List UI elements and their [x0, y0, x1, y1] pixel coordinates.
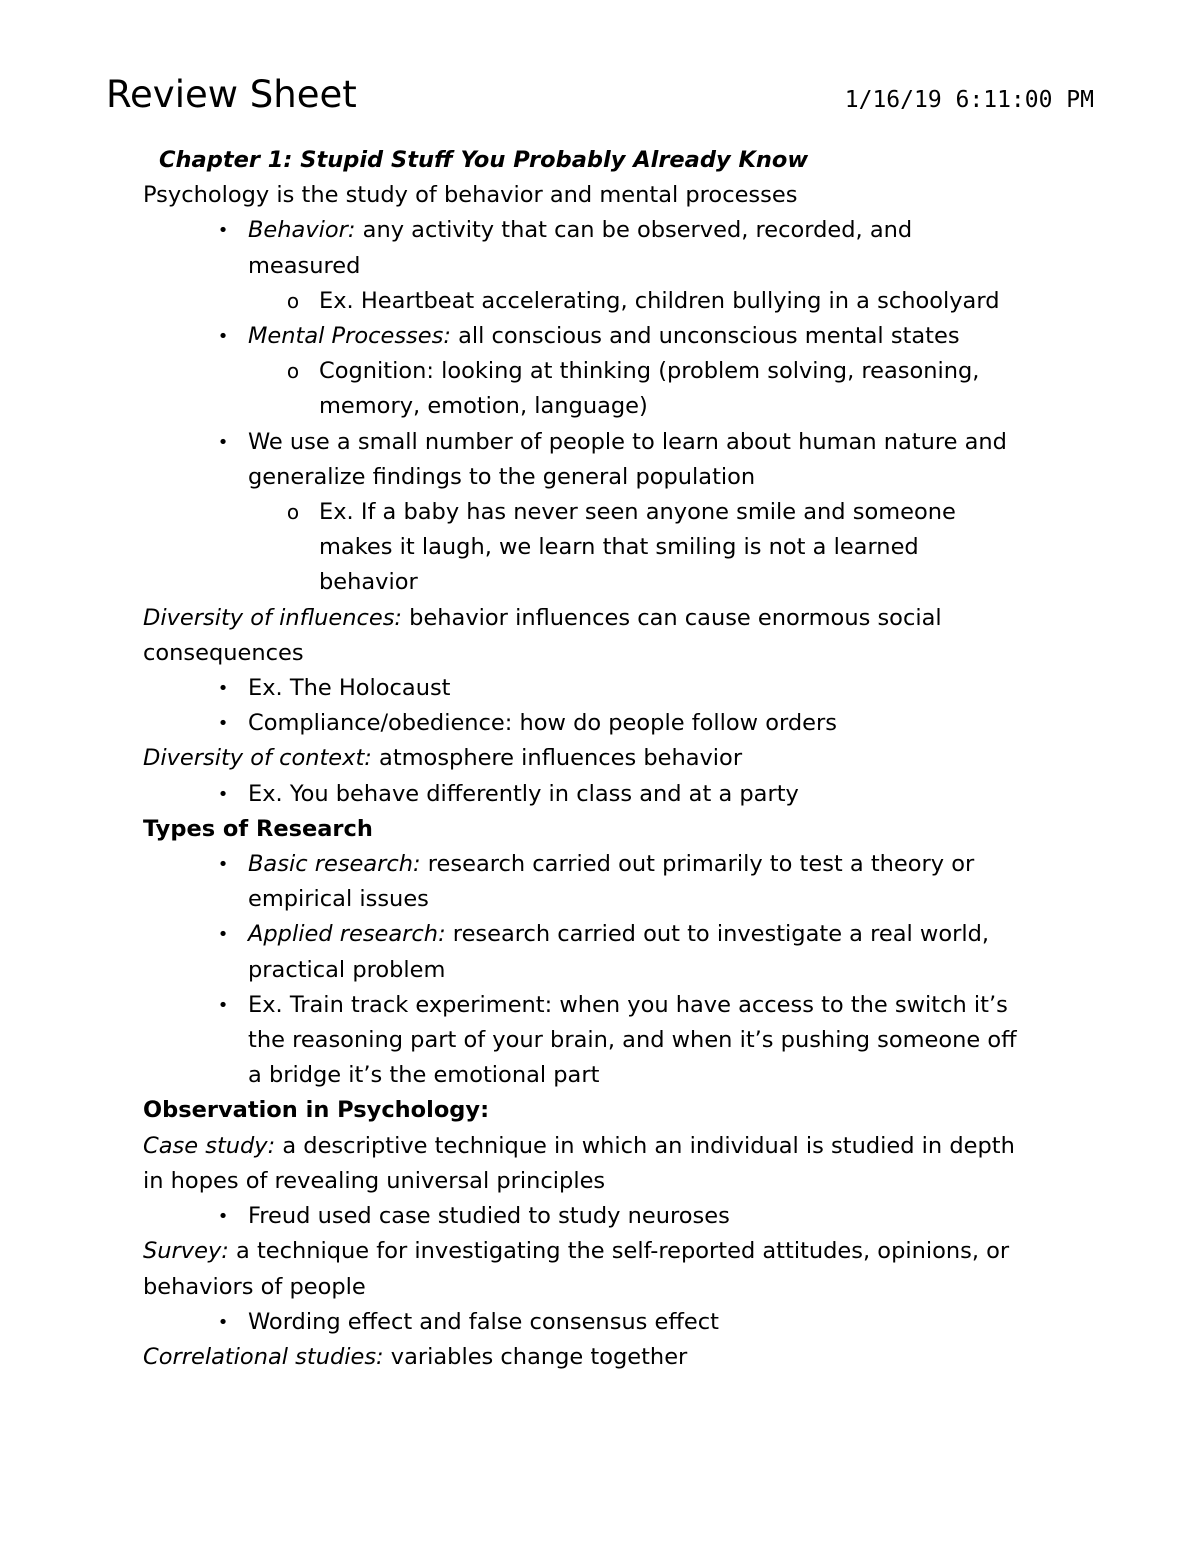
line-text: behavior	[319, 569, 418, 596]
bullet-item-continuation	[143, 460, 1073, 495]
term-label: Applied research:	[248, 921, 446, 948]
bullet-marker: •	[217, 431, 229, 453]
line-text: practical problem	[248, 956, 446, 983]
line-text: Compliance/obedience: how do people follow orders	[248, 710, 837, 737]
bullet-item	[143, 777, 1073, 812]
line-text: measured	[248, 252, 361, 279]
paragraph-line	[143, 178, 1073, 213]
document-datetime: 1/16/19 6:11:00 PM	[844, 87, 1094, 113]
line-text: We use a small number of people to learn about human nature and	[248, 428, 1007, 455]
paragraph-line	[143, 636, 1073, 671]
sub-bullet-item	[143, 495, 1073, 530]
line-text: empirical issues	[248, 886, 429, 913]
bullet-item	[143, 847, 1073, 882]
line-text: Wording effect and false consensus effect	[248, 1308, 719, 1335]
bullet-item	[143, 706, 1073, 741]
line-text: Cognition: looking at thinking (problem solving, reasoning,	[319, 358, 980, 385]
line-text: memory, emotion, language)	[319, 393, 648, 420]
line-text: the reasoning part of your brain, and when it’s pushing someone off	[248, 1027, 1017, 1054]
bullet-marker: •	[217, 994, 229, 1016]
bullet-item	[143, 1199, 1073, 1234]
line-text: Types of Research	[143, 815, 373, 842]
bullet-item-continuation	[143, 953, 1073, 988]
line-text: Chapter 1: Stupid Stuff You Probably Already Know	[159, 147, 809, 173]
line-text: Observation in Psychology:	[143, 1097, 490, 1124]
sub-bullet-marker: o	[286, 359, 300, 384]
term-label: Survey:	[143, 1238, 229, 1265]
bullet-item	[143, 425, 1073, 460]
bullet-marker: •	[217, 1311, 229, 1333]
line-text: Freud used case studied to study neuroses	[248, 1203, 730, 1230]
paragraph-line	[143, 1164, 1073, 1199]
bullet-marker: •	[217, 854, 229, 876]
document-title: Review Sheet	[106, 73, 357, 116]
term-label: Case study:	[143, 1132, 276, 1159]
line-text: a bridge it’s the emotional part	[248, 1062, 600, 1089]
line-text: Ex. If a baby has never seen anyone smile and someone	[319, 499, 956, 526]
bullet-item	[143, 1305, 1073, 1340]
term-label: Basic research:	[248, 851, 421, 878]
line-text: any activity that can be observed, recorded, and	[355, 217, 913, 244]
bullet-marker: •	[217, 1206, 229, 1228]
line-text: Ex. You behave differently in class and at a party	[248, 780, 799, 807]
chapter-heading	[143, 143, 1073, 178]
line-text: Ex. Heartbeat accelerating, children bullying in a schoolyard	[319, 287, 1000, 314]
paragraph-line	[143, 1340, 1073, 1375]
line-text: research carried out primarily to test a theory or	[420, 851, 975, 878]
line-text: makes it laugh, we learn that smiling is not a learned	[319, 534, 919, 561]
term-label: Diversity of context:	[143, 745, 372, 772]
bullet-item	[143, 319, 1073, 354]
line-text: variables change together	[383, 1343, 688, 1370]
line-text: behavior influences can cause enormous social	[402, 604, 942, 631]
section-heading	[143, 812, 1073, 847]
sub-bullet-item-continuation	[143, 530, 1073, 565]
line-text: in hopes of revealing universal principles	[143, 1167, 606, 1194]
bullet-item	[143, 213, 1073, 248]
bullet-marker: •	[217, 678, 229, 700]
paragraph-line	[143, 601, 1073, 636]
bullet-marker: •	[217, 326, 229, 348]
line-text: Psychology is the study of behavior and mental processes	[143, 182, 798, 209]
line-text: atmosphere influences behavior	[371, 745, 743, 772]
bullet-marker: •	[217, 783, 229, 805]
bullet-item-continuation	[143, 1058, 1073, 1093]
term-label: Correlational studies:	[143, 1343, 384, 1370]
bullet-item-continuation	[143, 882, 1073, 917]
line-text: behaviors of people	[143, 1273, 366, 1300]
bullet-item	[143, 988, 1073, 1023]
line-text: consequences	[143, 639, 304, 666]
notes-body	[143, 143, 1073, 1375]
paragraph-line	[143, 1129, 1073, 1164]
line-text: Ex. Train track experiment: when you have access to the switch it’s	[248, 991, 1008, 1018]
sub-bullet-item-continuation	[143, 565, 1073, 600]
bullet-marker: •	[217, 220, 229, 242]
bullet-item-continuation	[143, 249, 1073, 284]
bullet-marker: •	[217, 713, 229, 735]
sub-bullet-item	[143, 284, 1073, 319]
sub-bullet-item-continuation	[143, 389, 1073, 424]
line-text: Ex. The Holocaust	[248, 675, 451, 702]
line-text: a descriptive technique in which an individual is studied in depth	[275, 1132, 1015, 1159]
paragraph-line	[143, 741, 1073, 776]
term-label: Behavior:	[248, 217, 356, 244]
sub-bullet-item	[143, 354, 1073, 389]
paragraph-line	[143, 1234, 1073, 1269]
bullet-marker: •	[217, 924, 229, 946]
line-text: all conscious and unconscious mental states	[450, 323, 960, 350]
sub-bullet-marker: o	[286, 288, 300, 313]
bullet-item	[143, 917, 1073, 952]
section-heading	[143, 1093, 1073, 1128]
line-text: research carried out to investigate a real world,	[445, 921, 990, 948]
line-text: a technique for investigating the self-reported attitudes, opinions, or	[228, 1238, 1010, 1265]
line-text: generalize findings to the general population	[248, 463, 756, 490]
paragraph-line	[143, 1270, 1073, 1305]
term-label: Diversity of influences:	[143, 604, 403, 631]
term-label: Mental Processes:	[248, 323, 451, 350]
bullet-item-continuation	[143, 1023, 1073, 1058]
bullet-item	[143, 671, 1073, 706]
sub-bullet-marker: o	[286, 500, 300, 525]
